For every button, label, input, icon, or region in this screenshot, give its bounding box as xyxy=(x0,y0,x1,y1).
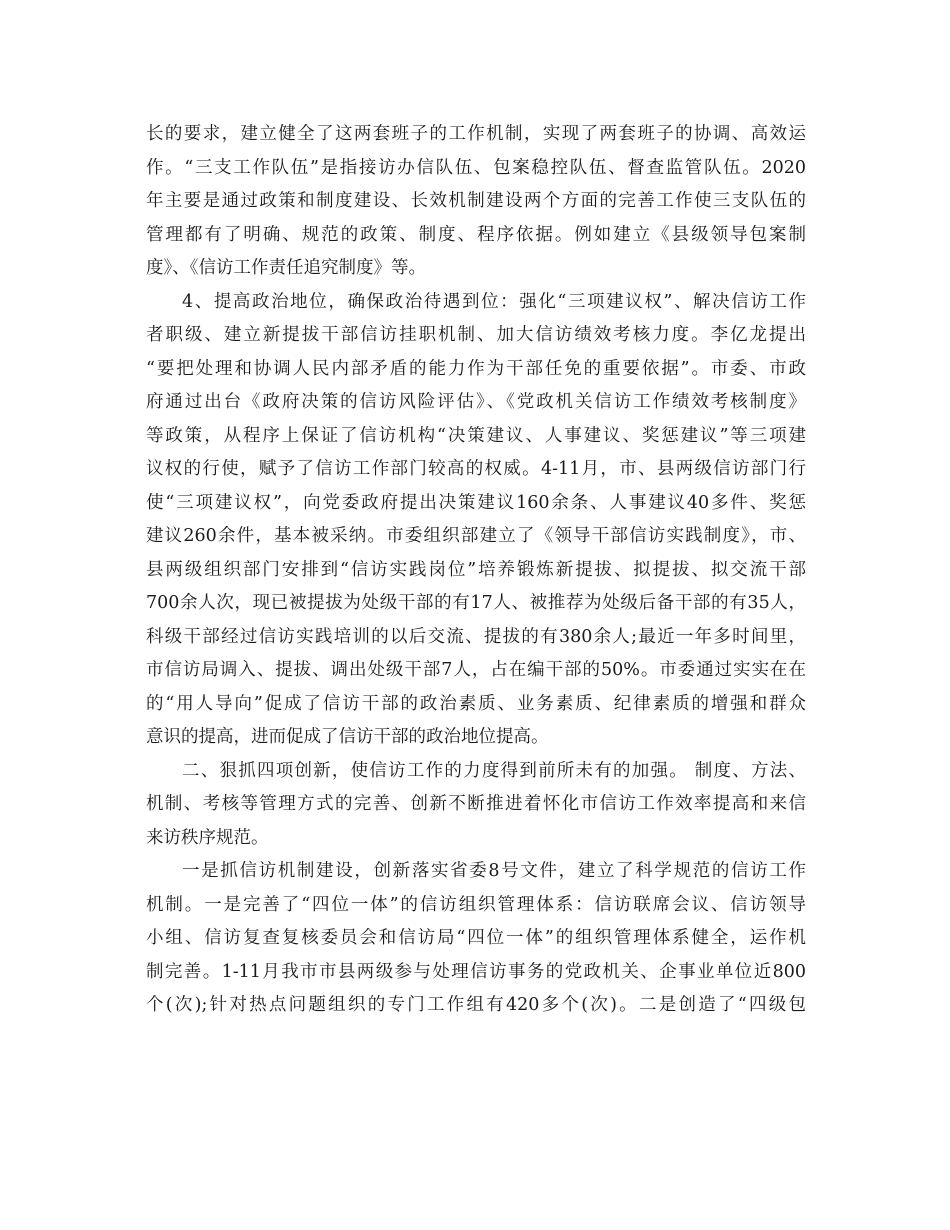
text-line: 府通过出台《政府决策的信访风险评估》、《党政机关信访工作绩效考核制度》 xyxy=(146,392,806,412)
text-line: 小组、信访复查复核委员会和信访局“四位一体”的组织管理体系健全，运作机 xyxy=(146,928,806,948)
text-line: 等政策，从程序上保证了信访机构“决策建议、人事建议、奖惩建议”等三项建 xyxy=(146,425,806,446)
text-line: 使“三项建议权”，向党委政府提出决策建议160余条、人事建议40多件、奖惩 xyxy=(146,492,806,513)
text-line: 作。“三支工作队伍”是指接访办信队伍、包案稳控队伍、督查监管队伍。2020 xyxy=(146,157,806,178)
text-line: 4、提高政治地位，确保政治待遇到位：强化“三项建议权”、解决信访工作 xyxy=(182,291,806,312)
text-line: 者职级、建立新提拔干部信访挂职机制、加大信访绩效考核力度。李亿龙提出 xyxy=(146,325,806,345)
text-line: 机制、考核等管理方式的完善、创新不断推进着怀化市信访工作效率提高和来信 xyxy=(146,794,806,814)
text-line: 市信访局调入、提拔、调出处级干部7人，占在编干部的50%。市委通过实实在在 xyxy=(146,660,806,680)
text-line: 700余人次，现已被提拔为处级干部的有17人、被推荐为处级后备干部的有35人， xyxy=(146,593,806,613)
text-line: 一是抓信访机制建设，创新落实省委8号文件，建立了科学规范的信访工作 xyxy=(182,861,806,881)
text-line: 议权的行使，赋予了信访工作部门较高的权威。4-11月，市、县两级信访部门行 xyxy=(146,459,806,479)
text-line: 二、狠抓四项创新，使信访工作的力度得到前所未有的加强。 制度、方法、 xyxy=(182,760,806,781)
text-line: 县两级组织部门安排到“信访实践岗位”培养锻炼新提拔、拟提拔、拟交流干部 xyxy=(146,559,806,580)
text-line: “要把处理和协调人民内部矛盾的能力作为干部任免的重要依据”。市委、市政 xyxy=(146,358,806,379)
text-line: 来访秩序规范。 xyxy=(146,827,269,848)
text-line: 管理都有了明确、规范的政策、制度、程序依据。例如建立《县级领导包案制 xyxy=(146,224,806,245)
text-line: 度》、《信访工作责任追究制度》等。 xyxy=(146,258,426,278)
text-line: 建议260余件，基本被采纳。市委组织部建立了《领导干部信访实践制度》，市、 xyxy=(146,526,806,546)
text-line: 制完善。1-11月我市市县两级参与处理信访事务的党政机关、企事业单位近800 xyxy=(146,961,806,982)
text-line: 的“用人导向”促成了信访干部的政治素质、业务素质、纪律素质的增强和群众 xyxy=(146,693,806,714)
document-body xyxy=(146,118,806,1023)
text-line: 年主要是通过政策和制度建设、长效机制建设两个方面的完善工作使三支队伍的 xyxy=(146,191,806,211)
text-line: 意识的提高，进而促成了信访干部的政治地位提高。 xyxy=(146,727,549,747)
text-line: 机制。一是完善了“四位一体”的信访组织管理体系：信访联席会议、信访领导 xyxy=(146,894,806,915)
text-line: 科级干部经过信访实践培训的以后交流、提拔的有380余人;最近一年多时间里， xyxy=(146,626,806,647)
text-line: 长的要求，建立健全了这两套班子的工作机制，实现了两套班子的协调、高效运 xyxy=(146,124,806,144)
text-line: 个(次);针对热点问题组织的专门工作组有420多个(次)。二是创造了“四级包 xyxy=(146,995,806,1015)
